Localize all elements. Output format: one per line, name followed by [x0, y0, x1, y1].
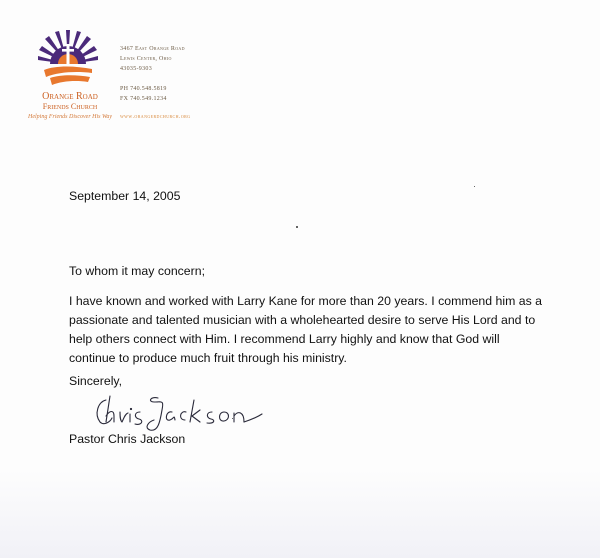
church-name — [30, 92, 110, 112]
signer-name: Pastor Chris Jackson — [69, 432, 186, 446]
church-tagline: Helping Friends Discover His Way — [28, 114, 113, 120]
scan-speck — [296, 226, 298, 228]
address-street: 3467 East Orange Road — [120, 46, 185, 52]
paragraph-line: I have known and worked with Larry Kane for more than 20 years. I commend him as a — [69, 294, 542, 308]
paragraph-line: help others connect with Him. I recommend Larry highly and know that God will — [69, 332, 500, 346]
church-name-line2: Friends Church — [42, 102, 98, 111]
scan-speck — [474, 186, 475, 187]
letter-paragraph — [69, 292, 542, 368]
letter-date: September 14, 2005 — [69, 189, 181, 203]
website-link[interactable]: www.orangerdchurch.org — [120, 114, 191, 120]
fax-number: FX 740.549.1234 — [120, 96, 167, 102]
paragraph-line: continue to produce much fruit through his ministry. — [69, 351, 347, 365]
church-name-line1: Orange Road — [42, 91, 98, 102]
address-zip: 43035-9303 — [120, 66, 152, 72]
closing: Sincerely, — [69, 374, 123, 388]
address-city: Lewis Center, Ohio — [120, 56, 172, 62]
handwritten-signature — [92, 392, 267, 432]
salutation: To whom it may concern; — [69, 264, 205, 278]
scan-speck — [232, 418, 233, 419]
scan-shading — [0, 470, 600, 558]
paragraph-line: passionate and talented musician with a wholehearted desire to serve His Lord and to — [69, 313, 536, 327]
phone-number: PH 740.548.5819 — [120, 86, 167, 92]
contact-block — [120, 44, 185, 104]
church-logo-icon — [36, 30, 100, 86]
